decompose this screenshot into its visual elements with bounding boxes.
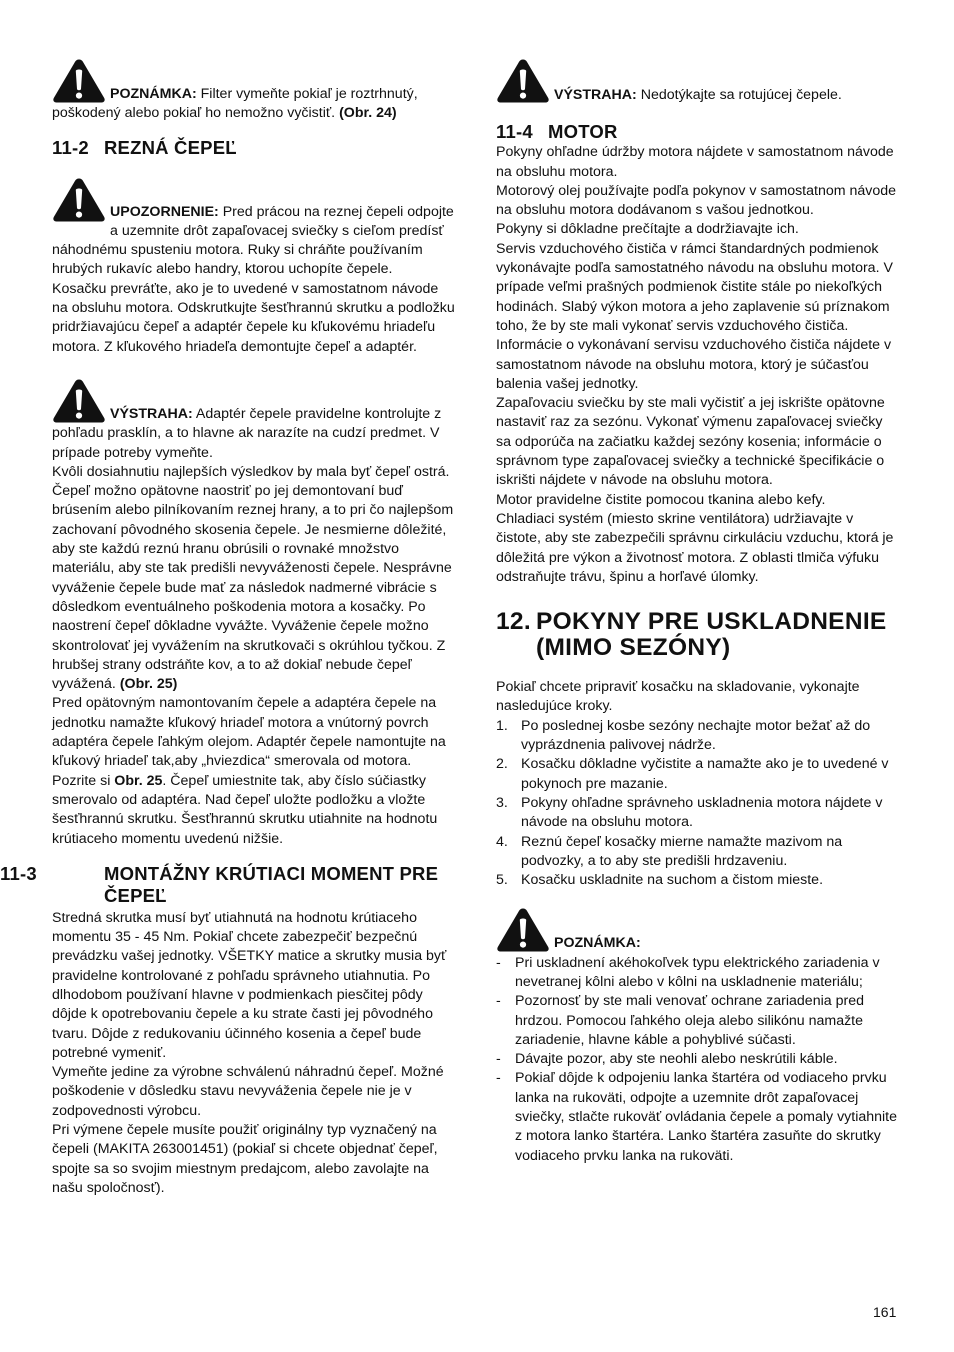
warning-icon: [52, 378, 106, 424]
section-number: 11-4: [496, 121, 533, 143]
storage-intro: Pokiaľ chcete pripraviť kosačku na skladovanie, vykonajte nasledujúce kroky.: [496, 679, 860, 715]
motor-paragraphs: [496, 143, 900, 587]
item-text: Reznú čepeľ kosačky mierne namažte mazivom na podvozky, a to aby ste predišli hrdzaveniu.: [521, 833, 843, 869]
note-filter: [52, 58, 456, 124]
warning-icon: [52, 177, 106, 223]
warning-text: Nedotýkajte sa rotujúcej čepele.: [636, 87, 842, 103]
right-column: [496, 58, 900, 1166]
chapter-number: 12.: [496, 608, 531, 636]
note-list: [496, 954, 900, 1166]
section-heading-11-3: [0, 862, 456, 907]
storage-steps: [496, 717, 900, 891]
caution-blade: [52, 177, 456, 280]
paragraph-mount: [52, 694, 456, 848]
item-text: Kosačku dôkladne vyčistite a namažte ako je to uvedené v pokynoch pre mazanie.: [521, 756, 889, 792]
paragraph: Zapaľovaciu sviečku by ste mali vyčistiť a jej iskrište opätovne nastaviť raz za sezónu. Vykonať výmenu zapaľovacej sviečky sa odporúča na začiatku každej sezóny kosenia; informácie o správnom type zapaľovacej sviečky a technické špecifikácie o iskrišti nájdete v návode na obsluhu motora.: [496, 395, 885, 489]
caution-label: UPOZORNENIE:: [110, 203, 219, 220]
left-column: [0, 58, 456, 1198]
mount-text-b: . Čepeľ umiestnite tak, aby číslo súčiastky smerovalo od adaptéra. Nad čepeľ uložte podložku a vložte šesťhrannú skrutku. Šesťhrannú skrutku utiahnite na hodnotu krútiaceho momentu uvedenú nižšie.: [52, 772, 438, 847]
caution-text: Pred prácou na reznej čepeli odpojte a uzemnite drôt zapaľovacej sviečky s cieľom predísť náhodnému spusteniu motora. Ruky si chráňte používaním hrubých rukavíc alebo handry, ktorou uchopíte čepele.: [52, 203, 454, 278]
paragraph-sharpen: [52, 463, 456, 695]
section-number: 11-3: [0, 862, 37, 884]
list-item: - Dávajte pozor, aby ste neohli alebo neskrútili káble.: [496, 1050, 900, 1069]
list-item: - Pokiaľ dôjde k odpojeniu lanka štartéra od vodiaceho prvku lanka na rukoväti, odpojte a uzemnite drôt zapaľovacej sviečky, stlačte rukoväť ovládania čepele a pomaly vytiahnite z motora lanko štartéra. Lanko štartéra zasuňte do skrutky vodiaceho prvku lanka na rukoväti.: [496, 1069, 900, 1165]
figure-ref: Obr. 25: [114, 772, 163, 789]
warning-adapter: [52, 378, 456, 463]
warning-icon: [496, 58, 550, 104]
note-label: POZNÁMKA:: [110, 86, 197, 102]
figure-ref: (Obr. 24): [339, 105, 397, 122]
warning-icon: [496, 907, 550, 953]
list-item: [496, 833, 900, 872]
warning-icon: [52, 58, 106, 104]
list-item: - Pozornosť by ste mali venovať ochrane zariadenia pred hrdzou. Pomocou ľahkého oleja alebo silikónu namažte zariadenie, hlavne káble a pohyblivé súčasti.: [496, 992, 900, 1050]
section-heading-11-2: [52, 137, 456, 159]
note-text: Filter vymeňte pokiaľ je roztrhnutý, poškodený alebo pokiaľ ho nemožno vyčistiť.: [52, 86, 418, 122]
paragraph-turn-mower: Kosačku prevráťte, ako je to uvedené v samostatnom návode na obsluhu motora. Odskrutkujte šesťhrannú skrutku a podložku pridržiavajúcu čepeľ a adaptér čepele ku kľukovému hriadeľu motora. Z kľukového hriadeľa demontujte čepeľ a adaptér.: [52, 280, 455, 355]
chapter-title: POKYNY PRE USKLADNENIE (MIMO SEZÓNY): [536, 608, 887, 662]
section-title: MOTOR: [548, 121, 618, 143]
mount-text-a: Pred opätovným namontovaním čepele a adaptéra čepele na jednotku namažte kľukový hriadeľ motora a vnútorný povrch adaptéra čepele ľahkým olejom. Adaptér čepele namontujte na kľukový hriadeľ tak,aby „hviezdica“ smerovala od motora. Pozrite si: [52, 695, 446, 789]
item-number: 2.: [496, 756, 508, 773]
paragraph: Chladiaci systém (miesto skrine ventilátora) udržiavajte v čistote, aby ste zabezpečili správnu cirkuláciu vzduchu, ktorá je dôležitá pre výkon a životnosť motora. Z oblasti tlmiča výfuku odstraňujte trávu, špinu a horľavé úlomky.: [496, 510, 894, 585]
sharpen-text: Kvôli dosiahnutiu najlepších výsledkov by mala byť čepeľ ostrá. Čepeľ možno opätovne naostriť po jej demontovaní buď brúsením alebo pilníkovaním reznej hrany, a to pri čo najlepšom zachovaní pôvodného skosenia čepele. Je nesmierne dôležité, aby ste každú reznú hranu obrúsili o rovnaké množstvo materiálu, aby ste tak predišli nevyváženosti čepele. Nesprávne vyváženie čepele bude mať za následok nadmerné vibrácie s dôsledkom eventuálneho poškodenia motora a kosačky. Po naostrení čepeľ dôkladne vyvážte. Vyváženie čepele možno skontrolovať jej vyvážením na skrutkovači s okrúhlou tyčkou. Z hrubšej strany odstráňte kov, a to až dokiaľ nebude čepeľ vyvážená.: [52, 463, 454, 693]
item-text: Kosačku uskladnite na suchom a čistom mieste.: [521, 872, 824, 889]
item-text: Po poslednej kosbe sezóny nechajte motor bežať až do vyprázdnenia palivovej nádrže.: [521, 717, 871, 754]
item-number: 4.: [496, 833, 508, 850]
paragraph-torque: Stredná skrutka musí byť utiahnutá na hodnotu krútiaceho momentu 35 - 45 Nm. Pokiaľ chcete zabezpečiť bezpečnú prevádzku vašej jednotky. VŠETKY matice a skrutky musia byť pravidelne kontrolované z pohľadu správneho utiahnutia. Po dlhodobom používaní hlavne v podmienkach piesčitej pôdy dôjde k opotrebovaniu čepele a ku strate časti jej pôvodného tvaru. Dôjde z redukovaniu účinného kosenia a čepeľ bude potrebné vymeniť.: [52, 909, 447, 1061]
paragraph-original-blade: Pri výmene čepele musíte použiť originálny typ vyznačený na čepeli (MAKITA 263001451) (pokiaľ si chcete objednať čepeľ, spojte sa so svojim miestnym predajcom, alebo zavolajte na našu spoločnosť).: [52, 1122, 438, 1196]
section-title: MONTÁŽNY KRÚTIACI MOMENT PRE ČEPEĽ: [104, 862, 439, 906]
figure-ref: (Obr. 25): [119, 676, 178, 693]
section-heading-11-4: [496, 121, 900, 143]
list-item: - Pri uskladnení akéhokoľvek typu elektrického zariadenia v nevetranej kôlni alebo v kôlni na uskladnenie materiálu;: [496, 954, 900, 993]
note-label: POZNÁMKA:: [554, 935, 641, 952]
item-number: 3.: [496, 794, 508, 811]
warning-label: VÝSTRAHA:: [110, 405, 193, 422]
item-number: 5.: [496, 872, 508, 889]
paragraph: Informácie o vykonávaní servisu vzduchového čističa nájdete v samostatnom návode na obsluhu motora, ktorý je súčasťou balenia vašej jednotky.: [496, 337, 892, 392]
list-item: [496, 717, 900, 756]
warning-rotating-blade: [496, 58, 900, 105]
section-number: 11-2: [52, 136, 89, 158]
paragraph: Motor pravidelne čistite pomocou tkanina alebo kefy.: [496, 491, 826, 508]
list-item: [496, 755, 900, 794]
warning-label: VÝSTRAHA:: [554, 87, 637, 103]
item-number: 1.: [496, 717, 508, 734]
paragraph: Pokyny ohľadne údržby motora nájdete v samostatnom návode na obsluhu motora.: [496, 144, 894, 180]
paragraph-replace: Vymeňte jedine za výrobne schválenú náhradnú čepeľ. Možné poškodenie v dôsledku stavu nevyváženia čepele nie je v zodpovednosti výrobcu.: [52, 1064, 444, 1119]
list-item: [496, 871, 900, 890]
list-item: [496, 794, 900, 833]
item-text: Pokyny ohľadne správneho uskladnenia motora nájdete v návode na obsluhu motora.: [521, 794, 883, 831]
section-title: REZNÁ ČEPEĽ: [104, 136, 237, 158]
chapter-heading-12: [496, 609, 900, 661]
paragraph: Servis vzduchového čističa v rámci štandardných podmienok vykonávajte podľa samostatného návodu na obsluhu motora. V prípade veľmi prašných podmienok čistite stále po niekoľkých hodinách. Slabý výkon motora a jeho zaplavenie sú príznakom toho, že by ste mali vykonať servis vzduchového čističa.: [496, 240, 893, 334]
page-number: 161: [873, 1304, 897, 1320]
warning-text: Adaptér čepele pravidelne kontrolujte z pohľadu prasklín, a to hlavne ak narazíte na cudzí predmet. V prípade potreby vymeňte.: [52, 405, 442, 461]
paragraph: Motorový olej používajte podľa pokynov v samostatnom návode na obsluhu motora dodávanom s vašou jednotkou.: [496, 182, 897, 219]
paragraph: Pokyny si dôkladne prečítajte a dodržiavajte ich.: [496, 221, 799, 238]
note-storage: [496, 907, 900, 953]
